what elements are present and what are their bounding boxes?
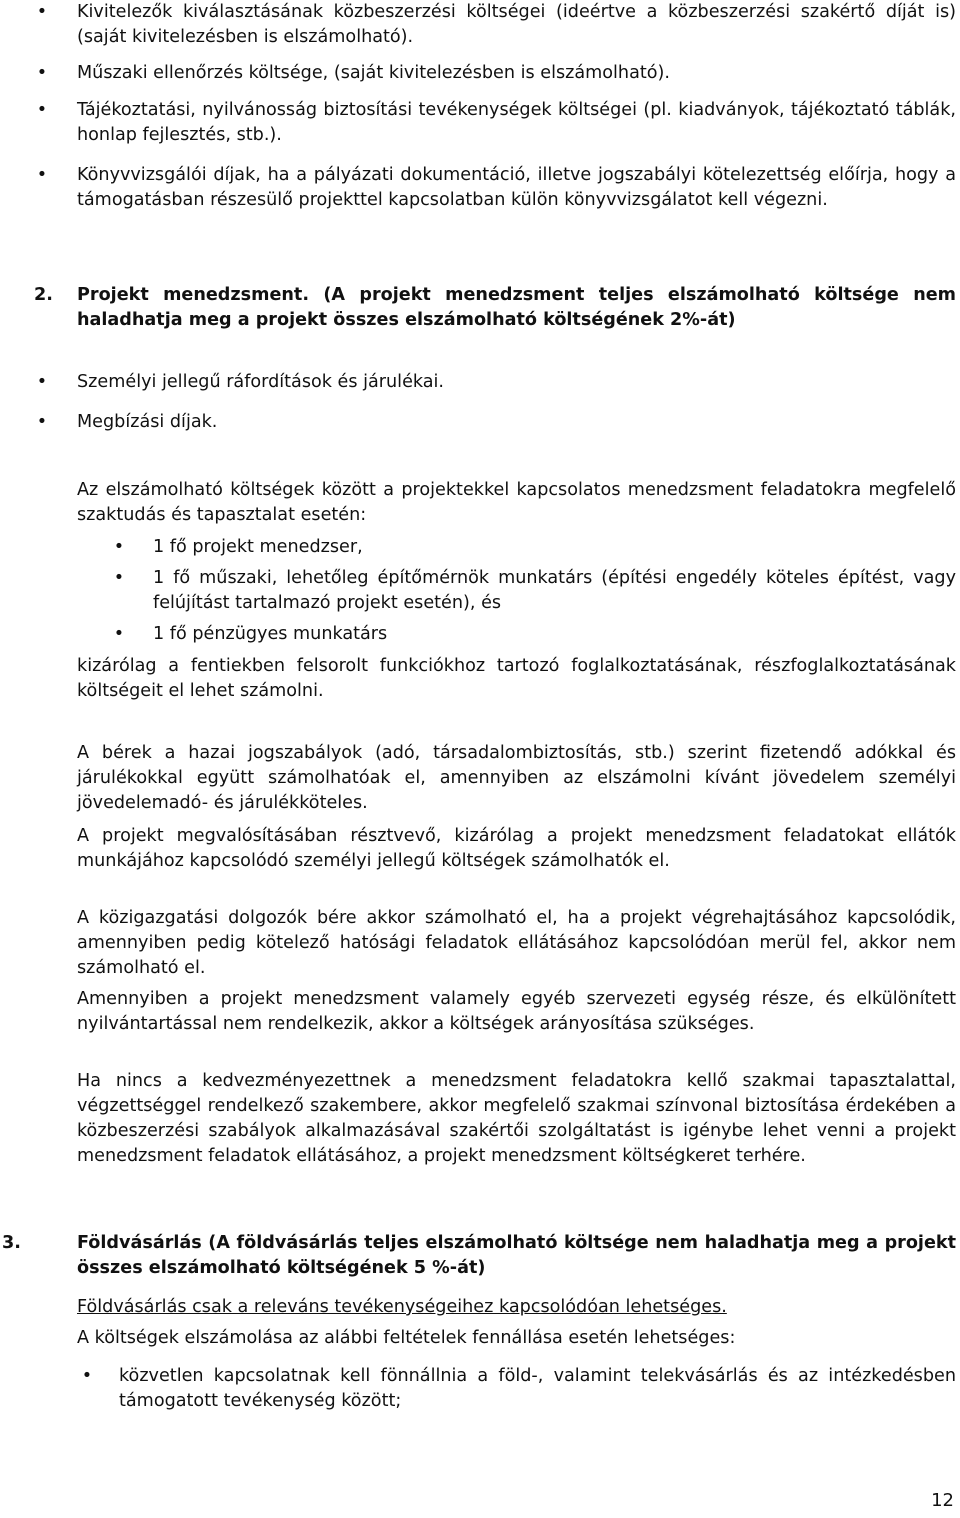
list-item: Műszaki ellenőrzés költsége, (saját kivitelezésben is elszámolható). [77,63,670,83]
bullet: • [36,100,48,120]
bullet: • [36,372,48,392]
paragraph: A költségek elszámolása az alábbi feltételek fennállása esetén lehetséges: [77,1328,736,1348]
bullet: • [36,2,48,22]
paragraph: kizárólag a fentiekben felsorolt funkciókhoz tartozó foglalkoztatásának, részfoglalkoztatásának költségeit el lehet számolni. [77,656,956,701]
list-item: Könyvvizsgálói díjak, ha a pályázati dokumentáció, illetve jogszabályi kötelezettség előírja, hogy a támogatásban részesülő projekttel kapcsolatban külön könyvvizsgálatot kell végezni. [77,165,956,210]
list-item: Megbízási díjak. [77,412,218,432]
bullet: • [113,624,125,644]
list-item: 1 fő projekt menedzser, [153,537,363,557]
list-item: Kivitelezők kiválasztásának közbeszerzési költségei (ideértve a közbeszerzési szakértő díját is) (saját kivitelezésben is elszámolható). [77,2,956,47]
section-heading: Projekt menedzsment. (A projekt menedzsment teljes elszámolható költsége nem haladhatja meg a projekt összes elszámolható költségének 2%-át) [77,285,956,330]
bullet: • [36,63,48,83]
underlined-note: Földvásárlás csak a releváns tevékenységeihez kapcsolódóan lehetséges. [77,1297,727,1317]
paragraph: Az elszámolható költségek között a projektekkel kapcsolatos menedzsment feladatokra megfelelő szaktudás és tapasztalat esetén: [77,480,956,525]
list-item: 1 fő műszaki, lehetőleg építőmérnök munkatárs (építési engedély köteles építést, vagy felújítást tartalmazó projekt esetén), és [153,568,956,613]
paragraph: A bérek a hazai jogszabályok (adó, társadalombiztosítás, stb.) szerint fizetendő adókkal és járulékokkal együtt számolhatóak el, amennyiben az elszámolni kívánt jövedelem személyi jövedelemadó- és járulékköteles. [77,743,956,813]
section-number: 3. [2,1233,21,1253]
paragraph: A közigazgatási dolgozók bére akkor számolható el, ha a projekt végrehajtásához kapcsolódik, amennyiben pedig kötelező hatósági feladatok ellátásához kapcsolódóan merül fel, akkor nem számolható el. [77,908,956,978]
section-number: 2. [34,285,53,305]
list-item: Tájékoztatási, nyilvánosság biztosítási tevékenységek költségei (pl. kiadványok, tájékoztató táblák, honlap fejlesztés, stb.). [77,100,956,145]
paragraph: Amennyiben a projekt menedzsment valamely egyéb szervezeti egység része, és elkülönített nyilvántartással nem rendelkezik, akkor a költségek arányosítása szükséges. [77,989,956,1034]
bullet: • [36,165,48,185]
bullet: • [113,568,125,588]
list-item: Személyi jellegű ráfordítások és járulékai. [77,372,445,392]
section-heading: Földvásárlás (A földvásárlás teljes elszámolható költsége nem haladhatja meg a projekt összes elszámolható költségének 5 %-át) [77,1233,956,1278]
bullet: • [81,1366,93,1386]
list-item: 1 fő pénzügyes munkatárs [153,624,388,644]
page-number: 12 [931,1490,954,1511]
bullet: • [113,537,125,557]
paragraph: Ha nincs a kedvezményezettnek a menedzsment feladatokra kellő szakmai tapasztalattal, végzettséggel rendelkező szakembere, akkor megfelelő szakmai színvonal biztosítása érdekében a közbeszerzési szabályok alkalmazásával szakértői szolgáltatást is igénybe lehet venni a projekt menedzsment feladatok ellátásához, a projekt menedzsment költségkeret terhére. [77,1071,956,1166]
paragraph: A projekt megvalósításában résztvevő, kizárólag a projekt menedzsment feladatokat ellátók munkájához kapcsolódó személyi jellegű költségek számolhatók el. [77,826,956,871]
list-item: közvetlen kapcsolatnak kell fönnállnia a föld-, valamint telekvásárlás és az intézkedésben támogatott tevékenység között; [119,1366,956,1411]
bullet: • [36,412,48,432]
